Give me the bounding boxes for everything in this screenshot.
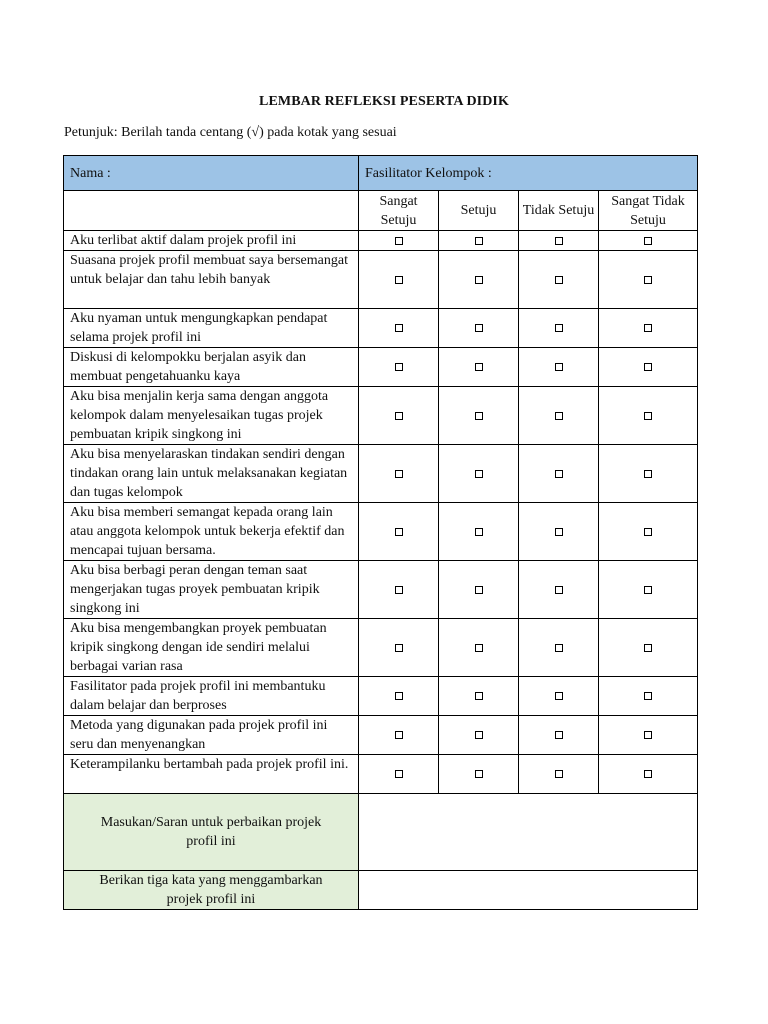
rating-cell-sangat-tidak-setuju [599, 619, 698, 677]
checkbox-sangat-setuju[interactable] [395, 644, 403, 652]
rating-cell-sangat-setuju [359, 503, 439, 561]
checkbox-setuju[interactable] [475, 276, 483, 284]
checkbox-sangat-tidak-setuju[interactable] [644, 237, 652, 245]
checkbox-setuju[interactable] [475, 363, 483, 371]
rating-cell-sangat-setuju [359, 561, 439, 619]
rating-cell-sangat-tidak-setuju [599, 231, 698, 251]
rating-cell-sangat-tidak-setuju [599, 716, 698, 755]
rating-cell-tidak-setuju [519, 348, 599, 387]
instruction-text: Petunjuk: Berilah tanda centang (√) pada kotak yang sesuai [64, 125, 397, 140]
rating-cell-setuju [439, 231, 519, 251]
rating-cell-setuju [439, 561, 519, 619]
rating-cell-setuju [439, 348, 519, 387]
rating-cell-sangat-setuju [359, 348, 439, 387]
three-words-label: Berikan tiga kata yang menggambarkan projek profil ini [64, 871, 359, 910]
checkbox-sangat-tidak-setuju[interactable] [644, 586, 652, 594]
rating-cell-setuju [439, 619, 519, 677]
checkbox-sangat-setuju[interactable] [395, 276, 403, 284]
checkbox-sangat-setuju[interactable] [395, 731, 403, 739]
rating-cell-tidak-setuju [519, 309, 599, 348]
statement-text: Metoda yang digunakan pada projek profil ini seru dan menyenangkan [64, 716, 359, 755]
checkbox-sangat-tidak-setuju[interactable] [644, 692, 652, 700]
checkbox-sangat-tidak-setuju[interactable] [644, 363, 652, 371]
checkbox-sangat-setuju[interactable] [395, 237, 403, 245]
statement-row [64, 619, 698, 677]
statement-text: Aku terlibat aktif dalam projek profil ini [64, 231, 359, 251]
checkbox-sangat-tidak-setuju[interactable] [644, 276, 652, 284]
statement-text: Fasilitator pada projek profil ini membantuku dalam belajar dan berproses [64, 677, 359, 716]
rating-cell-setuju [439, 503, 519, 561]
rating-cell-sangat-setuju [359, 677, 439, 716]
checkbox-sangat-tidak-setuju[interactable] [644, 644, 652, 652]
statement-text: Aku bisa menjalin kerja sama dengan anggota kelompok dalam menyelesaikan tugas projek pembuatan kripik singkong ini [64, 387, 359, 445]
checkbox-setuju[interactable] [475, 470, 483, 478]
checkbox-sangat-setuju[interactable] [395, 412, 403, 420]
facilitator-field[interactable]: Fasilitator Kelompok : [359, 156, 698, 191]
rating-cell-tidak-setuju [519, 387, 599, 445]
checkbox-tidak-setuju[interactable] [555, 770, 563, 778]
feedback-label: Masukan/Saran untuk perbaikan projek profil ini [64, 794, 359, 871]
rating-cell-sangat-tidak-setuju [599, 503, 698, 561]
rating-cell-sangat-setuju [359, 716, 439, 755]
checkbox-setuju[interactable] [475, 731, 483, 739]
page-title: LEMBAR REFLEKSI PESERTA DIDIK [259, 94, 509, 109]
checkbox-sangat-setuju[interactable] [395, 692, 403, 700]
statement-text: Aku nyaman untuk mengungkapkan pendapat selama projek profil ini [64, 309, 359, 348]
column-header-sangat-setuju: Sangat Setuju [359, 191, 439, 231]
statement-row [64, 445, 698, 503]
rating-cell-setuju [439, 677, 519, 716]
rating-cell-tidak-setuju [519, 231, 599, 251]
checkbox-setuju[interactable] [475, 324, 483, 332]
statement-row [64, 251, 698, 309]
statement-text: Diskusi di kelompokku berjalan asyik dan membuat pengetahuanku kaya [64, 348, 359, 387]
rating-cell-sangat-setuju [359, 231, 439, 251]
rating-cell-tidak-setuju [519, 503, 599, 561]
rating-cell-setuju [439, 755, 519, 794]
three-words-input-area[interactable] [359, 871, 698, 910]
checkbox-tidak-setuju[interactable] [555, 276, 563, 284]
checkbox-tidak-setuju[interactable] [555, 528, 563, 536]
name-field[interactable]: Nama : [64, 156, 359, 191]
rating-cell-tidak-setuju [519, 677, 599, 716]
rating-cell-sangat-tidak-setuju [599, 677, 698, 716]
statement-text: Keterampilanku bertambah pada projek profil ini. [64, 755, 359, 794]
statement-row [64, 348, 698, 387]
checkbox-sangat-tidak-setuju[interactable] [644, 528, 652, 536]
column-header-setuju: Setuju [439, 191, 519, 231]
column-header-sangat-tidak-setuju: Sangat Tidak Setuju [599, 191, 698, 231]
checkbox-setuju[interactable] [475, 586, 483, 594]
rating-cell-sangat-tidak-setuju [599, 445, 698, 503]
rating-cell-sangat-setuju [359, 619, 439, 677]
rating-cell-tidak-setuju [519, 716, 599, 755]
checkbox-sangat-tidak-setuju[interactable] [644, 731, 652, 739]
checkbox-tidak-setuju[interactable] [555, 237, 563, 245]
checkbox-sangat-setuju[interactable] [395, 470, 403, 478]
rating-cell-sangat-tidak-setuju [599, 755, 698, 794]
rating-cell-sangat-setuju [359, 755, 439, 794]
feedback-row [64, 794, 698, 871]
rating-cell-setuju [439, 387, 519, 445]
checkbox-sangat-tidak-setuju[interactable] [644, 470, 652, 478]
checkbox-sangat-tidak-setuju[interactable] [644, 770, 652, 778]
rating-cell-setuju [439, 309, 519, 348]
checkbox-tidak-setuju[interactable] [555, 692, 563, 700]
statement-row [64, 716, 698, 755]
three-words-row [64, 871, 698, 910]
statement-row [64, 309, 698, 348]
rating-cell-sangat-setuju [359, 251, 439, 309]
rating-cell-sangat-setuju [359, 445, 439, 503]
rating-cell-tidak-setuju [519, 251, 599, 309]
checkbox-setuju[interactable] [475, 692, 483, 700]
checkbox-sangat-tidak-setuju[interactable] [644, 412, 652, 420]
rating-cell-sangat-tidak-setuju [599, 387, 698, 445]
statement-row [64, 387, 698, 445]
checkbox-sangat-setuju[interactable] [395, 770, 403, 778]
rating-cell-setuju [439, 251, 519, 309]
checkbox-sangat-setuju[interactable] [395, 586, 403, 594]
checkbox-sangat-setuju[interactable] [395, 324, 403, 332]
statement-text: Suasana projek profil membuat saya bersemangat untuk belajar dan tahu lebih banyak [64, 251, 359, 309]
statement-row [64, 755, 698, 794]
rating-cell-sangat-setuju [359, 309, 439, 348]
checkbox-sangat-setuju[interactable] [395, 528, 403, 536]
column-header-row [64, 191, 698, 231]
rating-cell-sangat-tidak-setuju [599, 348, 698, 387]
statement-text: Aku bisa memberi semangat kepada orang lain atau anggota kelompok untuk bekerja efektif dan mencapai tujuan bersama. [64, 503, 359, 561]
checkbox-setuju[interactable] [475, 237, 483, 245]
statement-column-header [64, 191, 359, 231]
rating-cell-sangat-tidak-setuju [599, 251, 698, 309]
rating-cell-sangat-setuju [359, 387, 439, 445]
statement-row [64, 231, 698, 251]
table-header-row [64, 156, 698, 191]
column-header-tidak-setuju: Tidak Setuju [519, 191, 599, 231]
checkbox-setuju[interactable] [475, 644, 483, 652]
checkbox-setuju[interactable] [475, 770, 483, 778]
rating-cell-tidak-setuju [519, 561, 599, 619]
checkbox-sangat-tidak-setuju[interactable] [644, 324, 652, 332]
rating-cell-setuju [439, 445, 519, 503]
statement-row [64, 503, 698, 561]
statement-row [64, 561, 698, 619]
checkbox-tidak-setuju[interactable] [555, 363, 563, 371]
rating-cell-setuju [439, 716, 519, 755]
checkbox-tidak-setuju[interactable] [555, 644, 563, 652]
checkbox-setuju[interactable] [475, 528, 483, 536]
checkbox-sangat-setuju[interactable] [395, 363, 403, 371]
statement-text: Aku bisa menyelaraskan tindakan sendiri dengan tindakan orang lain untuk melaksanakan kegiatan dan tugas kelompok [64, 445, 359, 503]
reflection-table [63, 155, 698, 910]
rating-cell-sangat-tidak-setuju [599, 309, 698, 348]
checkbox-tidak-setuju[interactable] [555, 586, 563, 594]
checkbox-tidak-setuju[interactable] [555, 324, 563, 332]
statement-row [64, 677, 698, 716]
rating-cell-tidak-setuju [519, 445, 599, 503]
feedback-input-area[interactable] [359, 794, 698, 871]
statement-text: Aku bisa mengembangkan proyek pembuatan kripik singkong dengan ide sendiri melalui berbagai varian rasa [64, 619, 359, 677]
rating-cell-sangat-tidak-setuju [599, 561, 698, 619]
checkbox-tidak-setuju[interactable] [555, 412, 563, 420]
checkbox-tidak-setuju[interactable] [555, 470, 563, 478]
rating-cell-tidak-setuju [519, 619, 599, 677]
rating-cell-tidak-setuju [519, 755, 599, 794]
statement-text: Aku bisa berbagi peran dengan teman saat mengerjakan tugas proyek pembuatan kripik singkong ini [64, 561, 359, 619]
checkbox-setuju[interactable] [475, 412, 483, 420]
checkbox-tidak-setuju[interactable] [555, 731, 563, 739]
